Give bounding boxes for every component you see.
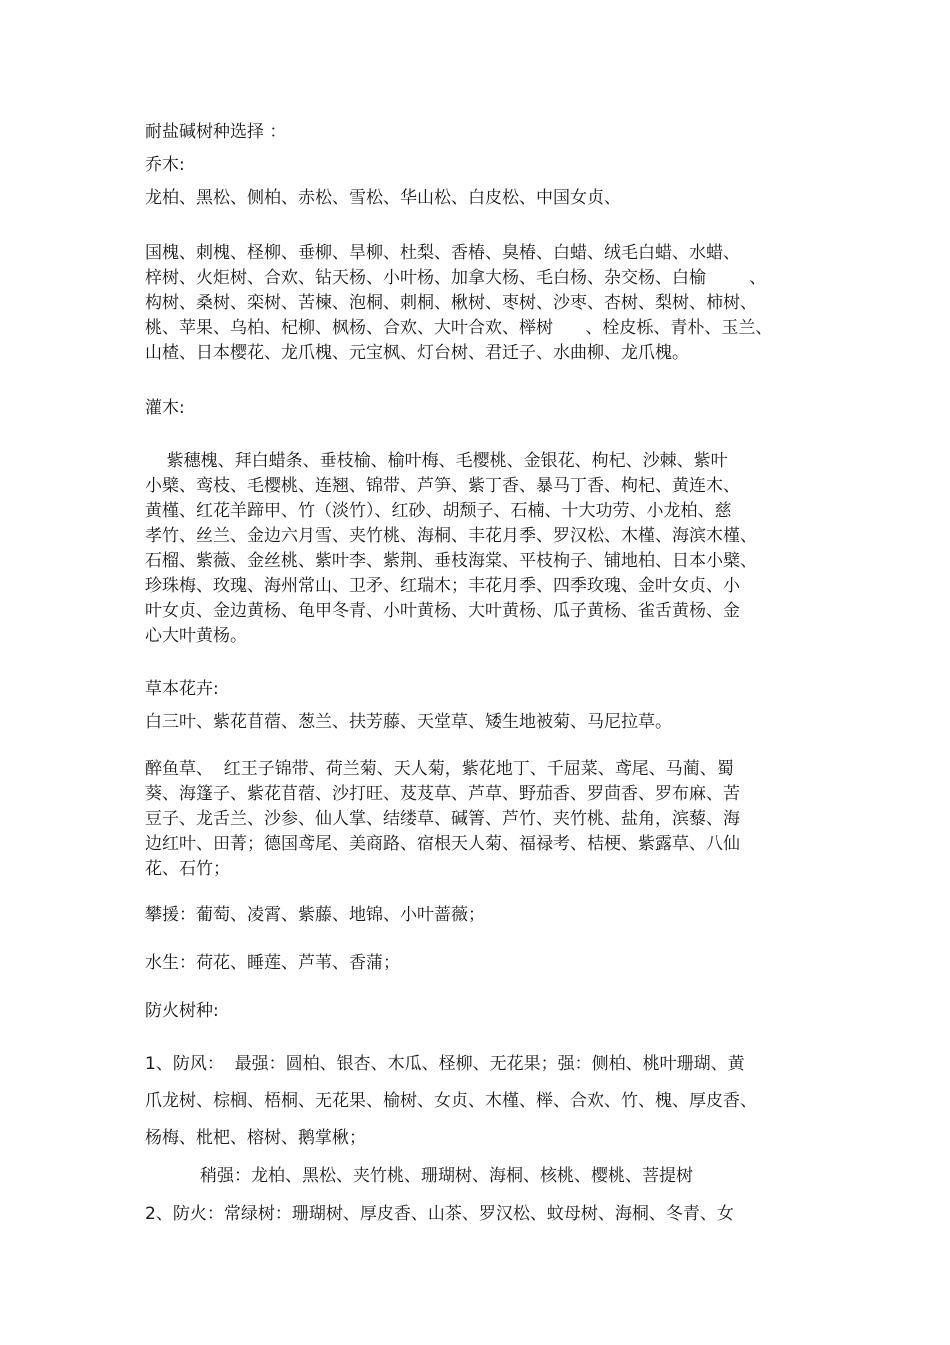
herb-para-line: 豆子、龙舌兰、沙参、仙人掌、结缕草、碱箐、芦竹、夹竹桃、盐角，滨藜、海 — [145, 809, 740, 829]
arbor-para-line: 山楂、日本樱花、龙爪槐、元宝枫、灯台树、君迁子、水曲柳、龙爪槐。 — [145, 343, 689, 363]
shrub-para-line: 叶女贞、金边黄杨、龟甲冬青、小叶黄杨、大叶黄杨、瓜子黄杨、雀舌黄杨、金 — [145, 601, 740, 621]
herb-line: 白三叶、紫花苜蓿、葱兰、扶芳藤、天堂草、矮生地被菊、马尼拉草。 — [145, 712, 672, 732]
shrub-para-line: 孝竹、丝兰、金边六月雪、夹竹桃、海桐、丰花月季、罗汉松、木槿、海滨木槿、 — [145, 526, 757, 546]
arbor-para-line: 国槐、刺槐、柽柳、垂柳、旱柳、杜梨、香椿、臭椿、白蜡、绒毛白蜡、水蜡、 — [145, 243, 740, 263]
climbing-line: 攀援：葡萄、凌霄、紫藤、地锦、小叶蔷薇； — [145, 905, 485, 925]
arbor-line: 龙柏、黑松、侧柏、赤松、雪松、华山松、白皮松、中国女贞、 — [145, 188, 621, 208]
fire-line: 2、防火：常绿树：珊瑚树、厚皮香、山茶、罗汉松、蚊母树、海桐、冬青、女 — [145, 1204, 734, 1224]
document-title: 耐盐碱树种选择 ： — [145, 122, 287, 142]
herb-para-line: 花、石竹； — [145, 859, 230, 879]
wind-line: 爪龙树、棕榈、梧桐、无花果、榆树、女贞、木槿、榉、合欢、竹、槐、厚皮香、 — [145, 1091, 757, 1111]
shrub-para-line: 黄槿、红花羊蹄甲、竹（淡竹）、红砂、胡颓子、石楠、十大功劳、小龙柏、慈 — [145, 501, 732, 521]
herb-para-line: 醉鱼草、 红王子锦带、荷兰菊、天人菊，紫花地丁、千屈菜、鸢尾、马蔺、蜀 — [145, 759, 734, 779]
shrub-para-line: 小檗、鸾枝、毛樱桃、连翘、锦带、芦笋、紫丁香、暴马丁香、枸杞、黄连木、 — [145, 476, 740, 496]
shrub-para-line: 珍珠梅、玫瑰、海州常山、卫矛、红瑞木；丰花月季、四季玫瑰、金叶女贞、小 — [145, 576, 740, 596]
arbor-para-line: 梓树、火炬树、合欢、钻天杨、小叶杨、加拿大杨、毛白杨、杂交杨、白榆 、 — [145, 268, 767, 288]
herb-para-line: 葵、海篷子、紫花苜蓿、沙打旺、芨芨草、芦草、野茄香、罗茴香、罗布麻、苦 — [145, 784, 740, 804]
aquatic-line: 水生：荷花、睡莲、芦苇、香蒲； — [145, 953, 400, 973]
shrub-para-line: 石榴、紫薇、金丝桃、紫叶李、紫荆、垂枝海棠、平枝栒子、铺地柏、日本小檗、 — [145, 551, 757, 571]
wind-weak-line: 稍强：龙柏、黑松、夹竹桃、珊瑚树、海桐、核桃、樱桃、菩提树 — [200, 1166, 693, 1186]
wind-line: 1、防风： 最强：圆柏、银杏、木瓜、柽柳、无花果；强：侧柏、桃叶珊瑚、黄 — [145, 1054, 745, 1074]
herb-para-line: 边红叶、田菁；德国鸢尾、美商路、宿根天人菊、福禄考、桔梗、紫露草、八仙 — [145, 834, 740, 854]
wind-line: 杨梅、枇杷、榕树、鹅掌楸； — [145, 1128, 366, 1148]
arbor-heading: 乔木: — [145, 155, 185, 175]
shrub-heading: 灌木: — [145, 398, 185, 418]
shrub-para-line: 紫穗槐、拜白蜡条、垂枝榆、榆叶梅、毛樱桃、金银花、枸杞、沙棘、紫叶 — [145, 451, 728, 471]
fireproof-heading: 防火树种: — [145, 1001, 219, 1021]
shrub-para-line: 心大叶黄杨。 — [145, 626, 247, 646]
arbor-para-line: 桃、苹果、乌柏、杞柳、枫杨、合欢、大叶合欢、榉树 、栓皮栎、青朴、玉兰、 — [145, 318, 773, 338]
arbor-para-line: 构树、桑树、栾树、苦楝、泡桐、刺桐、楸树、枣树、沙枣、杏树、梨树、柿树、 — [145, 293, 757, 313]
herb-heading: 草本花卉: — [145, 679, 219, 699]
